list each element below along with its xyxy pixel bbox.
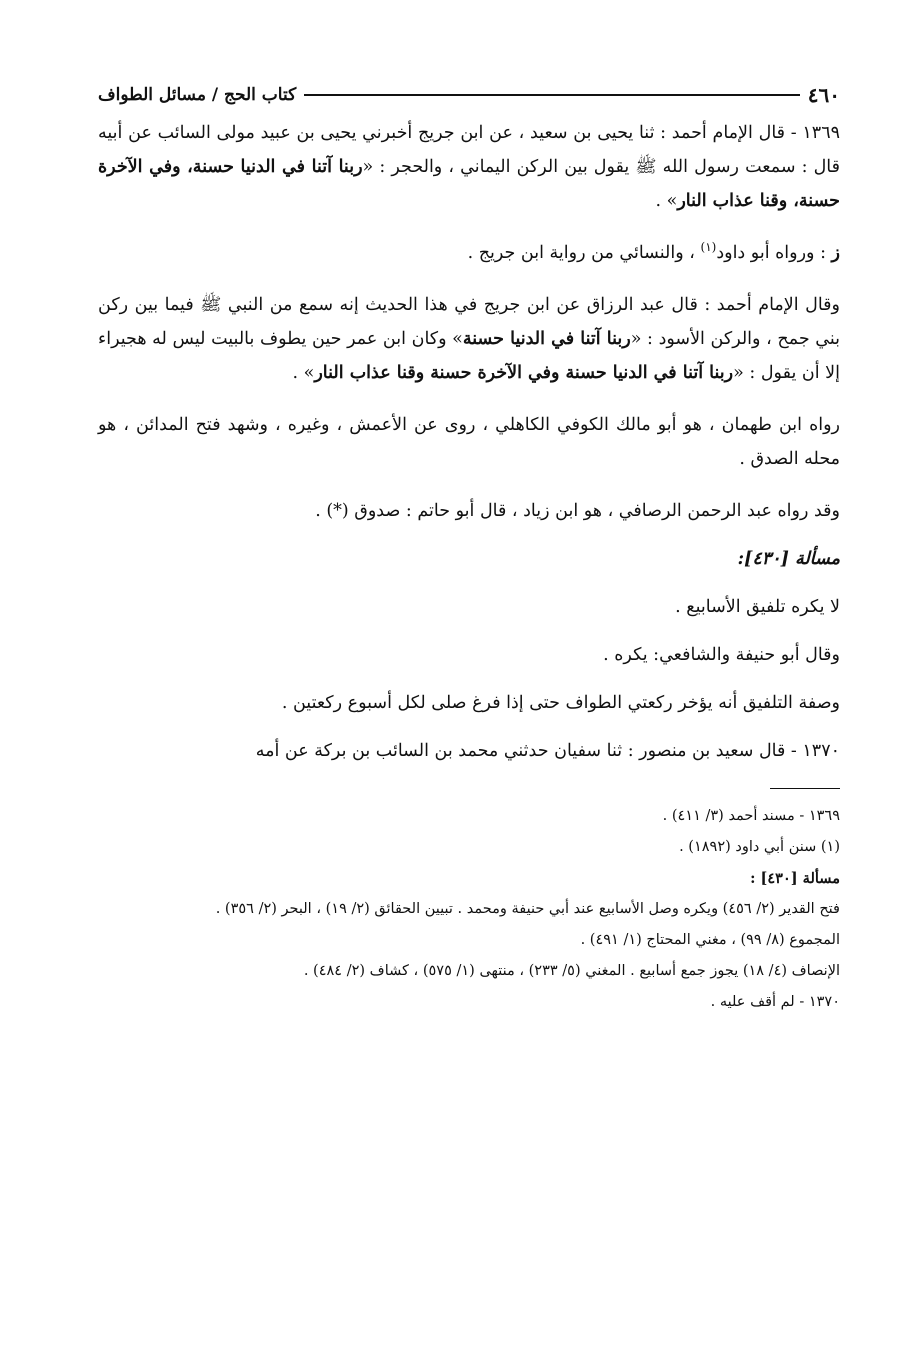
footnote-1370: ١٣٧٠ - لم أقف عليه .	[710, 994, 840, 1010]
para3-quote-1: ربنا آتنا في الدنيا حسنة	[462, 329, 631, 349]
footnote-hanafi-sources: فتح القدير (٢/ ٤٥٦) ويكره وصل الأسابيع عند أبي حنيفة ومحمد . تبيين الحقائق (٢/ ١٩) ، البحر (٢/ ٣٥٦) .	[215, 901, 840, 917]
hadith-1369-quote: ربنا آتنا في الدنيا حسنة، وفي الآخرة حسنة، وقنا عذاب النار	[98, 157, 840, 211]
footnote-ref-1: (١)	[700, 240, 717, 255]
hadith-1369-end: » .	[655, 191, 678, 211]
book-page	[98, 80, 840, 1020]
para3-lead: وقال الإمام أحمد : قال عبد الرزاق عن ابن جريج في هذا الحديث إنه سمع من النبي ﷺ فيما بين ركن بني جمح ، والركن الأسود : «	[98, 295, 840, 349]
para3-end: » .	[292, 363, 315, 383]
main-text	[98, 116, 840, 768]
narrator-note-rusafi: وقد رواه عبد الرحمن الرصافي ، هو ابن زياد ، قال أبو حاتم : صدوق (*) .	[315, 501, 840, 521]
hadith-1370: ١٣٧٠ - قال سعيد بن منصور : ثنا سفيان حدثني محمد بن السائب بن بركة عن أمه	[255, 741, 840, 761]
para3-mid: » وكان ابن عمر حين يطوف بالبيت ليس له هجيراء إلا أن يقول : «	[98, 329, 840, 383]
para3-quote-2: ربنا آتنا في الدنيا حسنة وفي الآخرة حسنة وقنا عذاب النار	[314, 363, 734, 383]
ahmad-abdurrazzaq-paragraph	[98, 288, 840, 390]
footnote-1: (١) سنن أبي داود (١٨٩٢) .	[679, 839, 840, 855]
hadith-1369	[98, 116, 840, 218]
page-number: ٤٦٠	[807, 83, 840, 107]
running-title: كتاب الحج / مسائل الطواف	[98, 85, 297, 105]
footnote-masala-heading: مسألة [٤٣٠] :	[750, 870, 840, 887]
narrator-note-tahman: رواه ابن طهمان ، هو أبو مالك الكوفي الكاهلي ، روى عن الأعمش ، وغيره ، وشهد فتح المدائن ، هو محله الصدق .	[98, 415, 840, 469]
zay-marker: ز	[831, 243, 840, 263]
ruling-statement: لا يكره تلفيق الأسابيع .	[675, 597, 840, 617]
zawaid-end: ، والنسائي من رواية ابن جريج .	[467, 243, 695, 263]
footnotes	[98, 803, 840, 1016]
header-rule	[304, 94, 800, 96]
masala-heading: مسألة [٤٣٠]:	[737, 549, 840, 569]
footnote-separator	[770, 788, 840, 789]
opposing-view: وقال أبو حنيفة والشافعي: يكره .	[603, 645, 840, 665]
footnote-shafii-sources: المجموع (٨/ ٩٩) ، مغني المحتاج (١/ ٤٩١) .	[580, 932, 840, 948]
page-header	[98, 80, 840, 110]
zawaid-text: : ورواه أبو داود	[716, 243, 826, 263]
footnote-1369: ١٣٦٩ - مسند أحمد (٣/ ٤١١) .	[662, 808, 840, 824]
zawaid-note	[98, 236, 840, 270]
hadith-1369-lead: ١٣٦٩ - قال الإمام أحمد : ثنا يحيى بن سعيد ، عن ابن جريج أخبرني يحيى بن عبيد مولى السائب عن أبيه قال : سمعت رسول الله ﷺ يقول بين الركن اليماني ، والحجر : «	[98, 123, 841, 177]
talfiq-description: وصفة التلفيق أنه يؤخر ركعتي الطواف حتى إذا فرغ صلى لكل أسبوع ركعتين .	[281, 693, 840, 713]
footnote-hanbali-sources: الإنصاف (٤/ ١٨) يجوز جمع أسابيع . المغني (٥/ ٢٣٣) ، منتهى (١/ ٥٧٥) ، كشاف (٢/ ٤٨٤) .	[303, 963, 840, 979]
